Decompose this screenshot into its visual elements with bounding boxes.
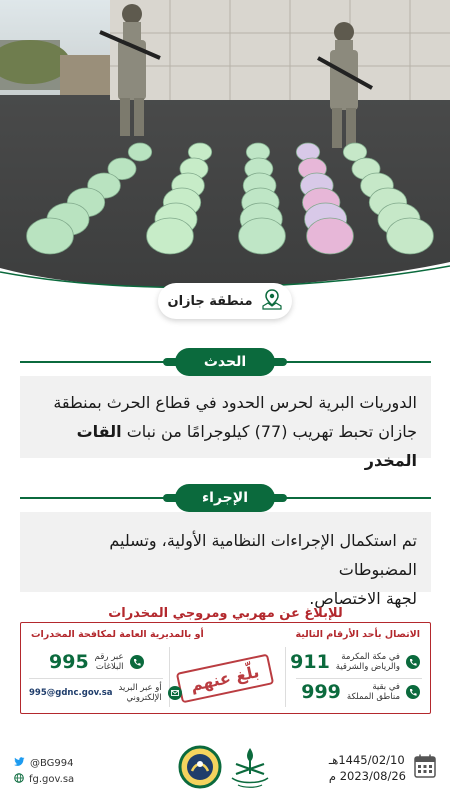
footer [0,740,450,800]
report-995-desc [95,652,124,672]
action-box [20,512,431,608]
narcotics-control-logo [178,744,222,794]
location-label: منطقة جازان [167,293,253,309]
date-block [329,752,436,784]
hotline-911-row[interactable] [290,651,420,673]
report-box [20,622,431,714]
hotline-999-desc-2: مناطق المملكة [346,692,400,702]
hijri-date: 1445/02/10هـ [328,753,405,767]
dates [329,752,406,784]
ministry-emblem-logo [228,744,272,794]
right-row-divider [296,678,422,679]
report-email-desc-1: أو عبر البريد [118,683,162,693]
phone-icon [406,655,420,669]
column-divider-right [285,647,286,707]
globe-icon [14,773,24,786]
twitter-icon [14,757,25,770]
khat-bundle [387,218,434,254]
khat-bundle [307,218,354,254]
event-heading: الحدث [175,348,275,376]
calendar-icon [414,754,436,782]
hotline-999-desc-1: في بقية [372,682,400,692]
gregorian-date: 2023/08/26 م [328,769,406,783]
event-box [20,376,431,470]
report-email-row[interactable] [29,683,182,703]
khat-bundle [27,218,74,254]
report-995-desc-1: عبر رقم [94,652,124,662]
location-badge [158,283,292,319]
report-995-desc-2: البلاغات [95,662,124,672]
khat-bundle [128,143,151,161]
map-pin-icon [261,288,283,314]
email-icon [168,686,182,700]
report-995-number: 995 [49,651,89,673]
report-email-desc-2: الإلكتروني [126,693,162,703]
phone-icon [130,655,144,669]
action-heading: الإجراء [175,484,275,512]
action-line-1: تم استكمال الإجراءات النظامية الأولية، وتسليم المضبوطات [109,531,417,579]
khat-bundle [239,218,286,254]
left-row-divider [29,678,163,679]
hotline-911-desc-2: والرياض والشرقية [335,662,400,672]
report-right-subtitle: الاتصال بأحد الأرقام التالية [295,629,420,640]
report-left-subtitle: أو بالمديرية العامة لمكافحة المخدرات [31,629,204,640]
seizure-photo [0,0,450,300]
event-line-2 [34,417,417,475]
website-url: fg.gov.sa [29,773,75,785]
hotline-911-number: 911 [290,651,330,673]
website-link[interactable] [14,771,74,787]
hotline-999-row[interactable] [301,681,420,703]
event-highlight: القات المخدر [76,422,417,470]
report-stamp [173,647,277,709]
report-email-address[interactable]: 995@gdnc.gov.sa [29,688,113,698]
report-995-row[interactable] [49,651,144,673]
report-title: للإبلاغ عن مهربي ومروجي المخدرات [108,606,343,621]
event-line-2-text: جازان تحبط تهريب (77) كيلوجرامًا من نبات [121,422,417,441]
hotline-999-number: 999 [301,681,341,703]
hotline-911-desc-1: في مكة المكرمة [341,652,400,662]
action-line-2: لجهة الاختصاص. [309,589,417,608]
logos [178,744,272,794]
khat-bundle [147,218,194,254]
twitter-link[interactable] [14,755,74,771]
report-stamp-text: بلّغ عنهم [176,653,274,703]
phone-icon [406,685,420,699]
hotline-911-desc [336,652,400,672]
social-links [14,755,74,787]
hotline-999-desc [347,682,400,702]
report-email-desc [119,683,162,703]
event-line-1: الدوريات البرية لحرس الحدود في قطاع الحرث بمنطقة [53,393,417,412]
twitter-handle: @BG994 [30,757,74,769]
